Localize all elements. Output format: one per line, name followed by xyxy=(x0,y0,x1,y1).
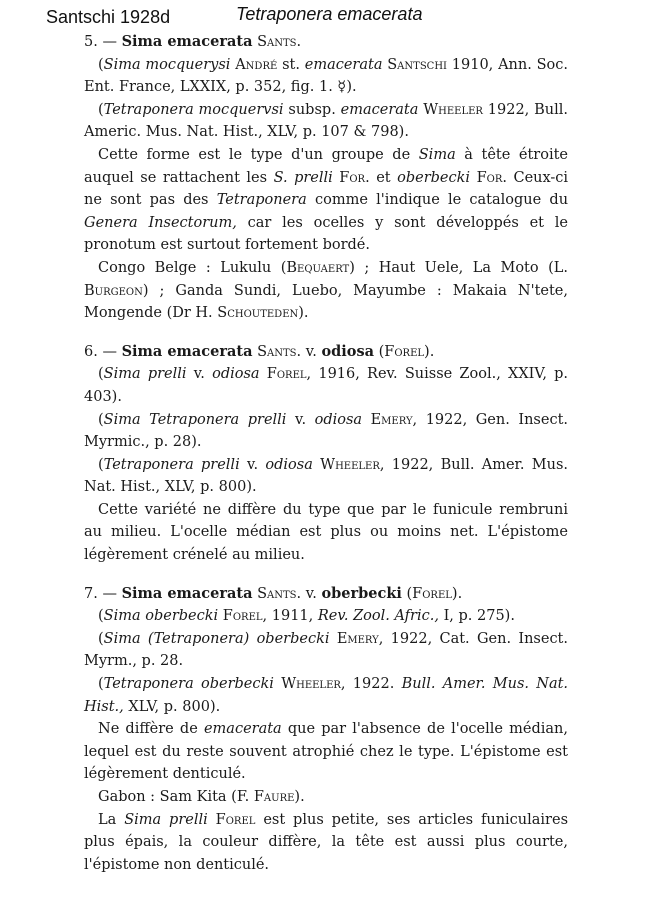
section-6-paragraph-1: Cette variété ne diffère du type que par le funicule rembruni au milieu. L'ocelle médian est plus ou moins net. L'épistome légèrement crénelé au milieu. xyxy=(84,501,568,564)
section-6-synonym-1: (Sima prelli v. odiosa Forel, 1916, Rev. Suisse Zool., XXIV, p. 403). xyxy=(84,366,569,405)
taxon-italic: Sima xyxy=(418,146,456,163)
synonym-variety: odiosa xyxy=(314,411,363,428)
text: est plus petite, ses articles funiculaires plus épais, la couleur diffère, la tête est aussi plus courte, l'épistome non denticulé. xyxy=(84,811,569,873)
variety-author: Forel xyxy=(412,585,452,602)
header-taxon: Tetraponera emacerata xyxy=(236,4,423,24)
citation-text: 1922. xyxy=(352,676,395,693)
section-7-synonym-3: (Tetraponera oberbecki Wheeler, 1922. Bull. Amer. Mus. Nat. Hist., XLV, p. 800). xyxy=(84,676,569,715)
section-7-synonym-2: (Sima (Tetraponera) oberbecki Emery, 1922, Cat. Gen. Insect. Myrm., p. 28. xyxy=(84,630,568,670)
text: Gabon : Sam Kita (F. xyxy=(98,789,250,805)
synonym-species: emacerata xyxy=(304,56,383,73)
synonym-author: Wheeler xyxy=(423,101,483,118)
variety-name: odiosa xyxy=(321,342,375,360)
section-7-paragraph-2 xyxy=(84,786,568,809)
synonym-genus: Tetraponera prelli xyxy=(103,456,240,473)
section-number: 5. — xyxy=(84,34,117,50)
journal-title: Bull. Amer. Mus. Nat. Hist., xyxy=(84,676,569,715)
text: comme l'indique le catalogue du xyxy=(314,192,569,209)
section-6-synonym-2: (Sima Tetraponera prelli v. odiosa Emery, 1922, Gen. Insect. Myrmic., p. 28). xyxy=(84,411,569,451)
rank-text: v. xyxy=(294,411,307,428)
citation-text: 1922, Gen. Insect. Myrmic., p. 28). xyxy=(84,411,569,451)
rank-text: v. xyxy=(247,456,259,473)
citation-text: 1922, Cat. Gen. Insect. Myrm., p. 28. xyxy=(84,630,568,670)
synonym-variety: odiosa xyxy=(212,366,260,383)
section-5-synonym-2: (Tetraponera mocquervsi subsp. emacerata Wheeler 1922, Bull. Americ. Mus. Nat. Hist., XLV, p. 107 & 798). xyxy=(84,101,569,141)
citation-text: 1922, Bull. Americ. Mus. Nat. Hist., XLV, p. 107 & 798). xyxy=(84,101,569,141)
synonym-genus: Sima prelli xyxy=(103,366,187,383)
text: ) ; Haut Uele, La Moto (L. xyxy=(349,259,568,276)
taxon-italic: Tetraponera xyxy=(216,192,307,209)
species-name: Sima emacerata xyxy=(121,342,253,360)
text: Ne diffère de xyxy=(98,721,198,738)
synonym-genus: Sima Tetraponera prelli xyxy=(103,411,287,428)
rank-text: v. xyxy=(193,366,205,383)
document-body xyxy=(84,28,568,876)
species-author: Sants. xyxy=(257,34,302,50)
text: Congo Belge : Lukulu ( xyxy=(98,259,287,276)
species-author: Sants. xyxy=(257,343,302,360)
rank-text: v. xyxy=(305,585,317,602)
synonym-author: Forel xyxy=(222,608,263,625)
text: ). xyxy=(298,305,309,322)
text: car les ocelles y sont développés et le pronotum est surtout fortement bordé. xyxy=(84,214,569,254)
section-5-heading xyxy=(84,28,568,54)
section-gap xyxy=(84,325,568,338)
citation-text: 1910, Ann. Soc. Ent. France, LXXIX, p. 352, fig. 1. ☿). xyxy=(84,56,569,96)
synonym-genus: Sima mocquerysi xyxy=(103,56,231,73)
synonym-author: Forel xyxy=(266,366,307,383)
author-abbrev: Forel xyxy=(215,811,256,828)
rank-text: st. xyxy=(282,56,300,73)
journal-title: Rev. Zool. Afric., xyxy=(317,608,439,625)
synonym-variety: odiosa xyxy=(265,456,313,473)
synonym-genus: Sima oberbecki xyxy=(103,608,219,625)
text: Ceux-ci ne sont pas des xyxy=(84,169,569,209)
synonym-author: Emery xyxy=(336,630,379,647)
citation-text: I, p. 275). xyxy=(443,608,515,625)
citation-text: 1911, xyxy=(271,608,314,625)
text: La xyxy=(98,811,117,828)
collector-name: Burgeon xyxy=(84,282,143,299)
synonym-author: Santschi xyxy=(387,56,447,73)
citation-text: 1922, Bull. Amer. Mus. Nat. Hist., XLV, p. 800). xyxy=(84,456,569,496)
section-6-synonym-3: (Tetraponera prelli v. odiosa Wheeler, 1922, Bull. Amer. Mus. Nat. Hist., XLV, p. 800). xyxy=(84,456,569,496)
synonym-author: Wheeler xyxy=(320,456,380,473)
section-7-paragraph-3 xyxy=(84,809,568,877)
author-abbrev: For. xyxy=(339,169,370,186)
rank-text: subsp. xyxy=(288,101,336,118)
author-abbrev: For. xyxy=(476,169,507,186)
synonym-author: Wheeler xyxy=(281,676,341,693)
citation-text: XLV, p. 800). xyxy=(128,698,221,715)
section-5-synonym-1: (Sima mocquerysi André st. emacerata Santschi 1910, Ann. Soc. Ent. France, LXXIX, p. 352, fig. 1. ☿). xyxy=(84,56,569,96)
synonym-author: Emery xyxy=(370,411,413,428)
section-number: 7. — xyxy=(84,585,117,602)
collector-name: Bequaert xyxy=(286,259,350,276)
header-author: Santschi 1928d xyxy=(46,7,171,27)
section-7-heading: 7. — Sima emacerata Sants. v. oberbecki (Forel). xyxy=(84,584,463,602)
synonym-author: André xyxy=(235,56,278,73)
section-7-synonym-1: (Sima oberbecki Forel, 1911, Rev. Zool. Afric., I, p. 275). xyxy=(98,608,515,625)
taxon-italic: S. prelli xyxy=(273,169,333,186)
collector-name: Schouteden xyxy=(217,305,299,322)
text: ). xyxy=(294,789,305,805)
section-5-paragraph-2 xyxy=(84,257,568,325)
text: ) ; Ganda Sundi, Luebo, Mayumbe : Makaia N'tete, Mongende (Dr H. xyxy=(84,282,568,322)
variety-name: oberbecki xyxy=(321,584,402,602)
rank-text: v. xyxy=(305,343,317,360)
synonym-genus: Sima (Tetraponera) oberbecki xyxy=(103,630,330,647)
section-gap xyxy=(84,567,568,580)
taxon-italic: Sima prelli xyxy=(124,811,208,828)
collector-name: Faure xyxy=(253,789,295,805)
taxon-italic: emacerata xyxy=(203,721,282,738)
synonym-genus: Tetraponera mocquervsi xyxy=(103,101,284,118)
section-7-paragraph-1 xyxy=(84,718,568,786)
synonym-species: emacerata xyxy=(340,101,419,118)
taxon-italic: oberbecki xyxy=(397,169,471,186)
section-5-paragraph-1 xyxy=(84,144,568,257)
text: que par l'absence de l'ocelle médian, lequel est du reste souvent atrophié chez le type. L'épistome est légèrement denticulé. xyxy=(84,721,569,783)
species-author: Sants. xyxy=(257,585,302,602)
text: Cette forme est le type d'un groupe de xyxy=(98,146,411,163)
taxon-italic: Genera Insectorum, xyxy=(84,214,237,231)
species-name: Sima emacerata xyxy=(121,584,253,602)
text: et xyxy=(376,169,391,186)
text: à tête étroite auquel se rattachent les xyxy=(84,146,569,186)
species-name: Sima emacerata xyxy=(121,33,253,50)
synonym-genus: Tetraponera oberbecki xyxy=(103,676,274,693)
section-number: 6. — xyxy=(84,343,117,360)
citation-text: 1916, Rev. Suisse Zool., XXIV, p. 403). xyxy=(84,366,569,405)
section-6-heading: 6. — Sima emacerata Sants. v. odiosa (Forel). xyxy=(84,342,435,360)
variety-author: Forel xyxy=(384,343,425,360)
